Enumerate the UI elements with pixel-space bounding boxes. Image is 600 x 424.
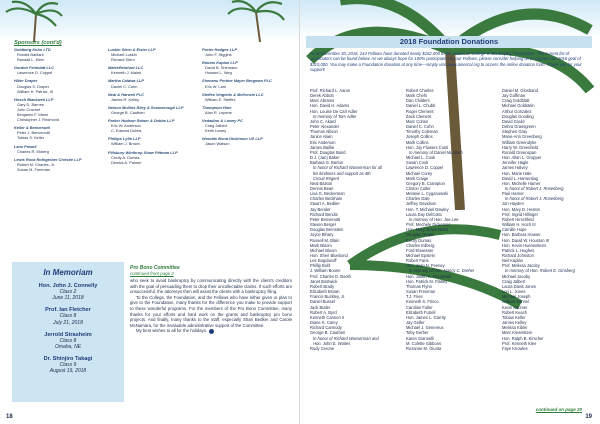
donor-name: Melissa Kibler — [502, 325, 528, 331]
donor-name: Harry W. Greenfield — [502, 144, 538, 150]
sponsor-entry — [108, 105, 196, 115]
donor-name: Peter Benvenutti — [310, 216, 341, 222]
sponsor-firm: Lane Powell — [14, 143, 37, 149]
donor-name: Michael J. Genereux — [406, 325, 444, 331]
memoriam-entry — [16, 307, 120, 325]
sponsor-member: Randall L. Klein — [17, 57, 45, 63]
donor-name: J. William Boone — [310, 268, 341, 274]
donor-name: Joyce Bihary — [310, 232, 334, 238]
sponsor-entry — [14, 157, 102, 172]
donor-dedication: In memory of Hon. Joe Lee — [409, 216, 459, 222]
donor-name: Camille Hope — [502, 227, 527, 233]
sponsor-firm: Phillips Lytle LLP — [108, 136, 141, 142]
donor-name: David L. Hamerslag — [502, 175, 538, 181]
donor-name: Robert Brady — [310, 283, 335, 289]
sponsor-firm: Womble Bond Dickinson US LLP — [202, 136, 263, 142]
donor-name: Marie-Ann Greenberg — [502, 134, 542, 140]
sponsor-member: Alan R. Lepene — [205, 109, 232, 115]
donor-name: Hon. Joan N. Feeney — [406, 263, 445, 269]
sponsor-entry — [202, 47, 290, 57]
donor-name: Prof. Kenneth Klee — [502, 340, 537, 346]
donor-dedication: In honor of Robert J. Rosenberg — [505, 196, 564, 202]
donor-name: James Halvey — [502, 165, 528, 171]
donor-dedication: Circuit Regent — [313, 175, 339, 181]
donor-name: Dennis Bean — [310, 185, 334, 191]
palm-tree-image — [226, 0, 286, 42]
donor-name: Charles Dale — [406, 196, 430, 202]
sponsor-member: Robert M. Charles, Jr. — [17, 161, 55, 167]
sponsor-member: Richard Stern — [111, 57, 135, 63]
donor-name: Richard Carmody — [310, 325, 342, 331]
pro-bono-paragraph: who seek to avoid bankruptcy by communicating directly with the client's creditors with the goal of persuading them to drop their uncollectable claims. If such efforts are unsuccessful, the attorneys then will assist the clients with a bankruptcy filing. — [130, 278, 292, 295]
sponsor-entry — [108, 118, 196, 133]
donor-name: Hon. T. Michael Dawley — [406, 206, 449, 212]
donor-name: Susan Cook — [406, 160, 429, 166]
donor-name: Jay Goffman — [502, 93, 526, 99]
sponsor-entry — [202, 60, 290, 75]
donor-name: Patrick L. Hughes — [502, 247, 535, 253]
sponsor-firm: Porter Hedges LLP — [202, 47, 238, 52]
donor-name: Ronald Greenspan — [502, 149, 537, 155]
continued-from-link[interactable]: continued from page 2 — [130, 271, 174, 276]
donor-name: Hon. Mary D. Heston — [502, 206, 541, 212]
donor-name: Hon. Joy Flowers Conti — [406, 144, 449, 150]
memoriam-detail: Class 8 — [59, 337, 77, 344]
donor-name: Hon. Allan L. Gropper — [502, 155, 542, 161]
donor-name: Roger Clement — [406, 108, 434, 114]
page-number: 18 — [6, 414, 13, 420]
memoriam-detail: Class 8 — [59, 313, 77, 320]
donor-dedication: In memory of Daniel Murdoch — [409, 149, 463, 155]
sponsor-member: Craig Jalbert — [205, 123, 228, 129]
donor-name: D.J. (Jan) Baker — [310, 155, 340, 161]
memoriam-name: Hon. John J. Connelly — [38, 283, 98, 289]
sponsor-entry — [202, 136, 290, 146]
sponsor-member: Charles R. Ekberg — [17, 148, 49, 154]
sponsor-entry — [108, 92, 196, 102]
sponsor-entry — [202, 118, 290, 133]
donor-name: Prof. Richard L. Aaron — [310, 88, 351, 93]
sponsor-firm: Martha Caldwa LLP — [108, 78, 144, 84]
sponsor-entry — [108, 65, 196, 75]
donor-name: Neal Batson — [310, 180, 333, 186]
sponsor-member: John F. Higgins — [205, 52, 232, 58]
donor-name: Zack Clement — [406, 113, 432, 119]
donor-name: Tobias Keller — [502, 314, 526, 320]
donor-column — [502, 88, 594, 351]
donor-name: Kenneth S. Frisco — [406, 299, 439, 305]
palm-tree-image — [4, 0, 64, 42]
donor-name: Laura Davis Jones — [502, 283, 536, 289]
donor-name: Kenneth Cannon II — [310, 314, 345, 320]
donor-name: Hon. Ralph B. Kirscher — [502, 335, 544, 341]
sponsor-member: William H. Patrick, III — [17, 88, 53, 94]
memoriam-detail: Class 2 — [59, 289, 77, 295]
sponsor-member: George B. Cauthen — [111, 109, 145, 115]
donor-name: Janet Bostwick — [310, 278, 338, 284]
donor-name: Hon. Mary Grace Diehl — [406, 227, 448, 233]
donor-name: Robert A. Byrd — [310, 309, 337, 315]
sponsor-firm: Shenanu Pertine Mayer Bergman PLC — [202, 78, 272, 84]
sponsor-member: John Crachet — [17, 106, 41, 112]
donor-name: Prof. Charles D. Booth — [310, 273, 351, 279]
donor-name: Michael Joseph — [502, 294, 531, 300]
donor-name: William H. Hoch III — [502, 222, 536, 228]
donor-name: Jay Bender — [310, 206, 331, 212]
sponsor-entry — [108, 136, 196, 146]
sponsor-member: Ronald Barliant — [17, 52, 44, 58]
memoriam-title: In Memoriam — [43, 268, 93, 277]
in-memoriam-box — [12, 262, 124, 402]
donor-name: Peter Alexander — [310, 124, 340, 130]
donor-name: Arthur Gonzalez — [502, 108, 532, 114]
sponsor-entry — [14, 65, 102, 75]
donor-name: Hon. David H. Adams — [310, 103, 350, 109]
sponsor-entry — [14, 78, 102, 93]
sponsor-member: Susan M. Freeman — [17, 166, 51, 172]
donor-name: Hon. Sheri Bluebond — [310, 253, 348, 258]
sponsor-firm: Robins Kaplan LLP — [202, 60, 238, 66]
donor-name: Robert Faris — [406, 258, 429, 264]
donor-name: Francis Buckley, Jr. — [310, 294, 346, 300]
donor-name: Jennifer Hagle — [502, 160, 529, 166]
donor-name: Clinton Cutler — [406, 185, 431, 191]
donor-name: John C. Akard — [310, 118, 336, 124]
donor-name: Faye Knowles — [502, 345, 528, 351]
donor-dedication: In honor of Richard Wasserman and — [313, 335, 379, 341]
donor-dedication: In memory of Hon. Robert E. Ginsberg — [505, 268, 575, 274]
donor-name: Mark Collins — [406, 139, 429, 145]
donor-name: Michael Jacoby — [502, 273, 531, 279]
donor-name: Lori L. Jones — [502, 289, 526, 295]
sponsor-column — [14, 47, 102, 175]
donor-name: Michael L. Cook — [406, 155, 436, 161]
donor-name: Daniel Bussel — [310, 299, 336, 305]
donor-name: Michael Bloom — [310, 247, 337, 253]
donor-name: Karen Giannelli — [406, 335, 434, 341]
sponsor-member: Eric W. Lam — [205, 83, 226, 89]
sponsor-member: Michael Luskin — [111, 52, 137, 58]
donor-name: Robert Hirschfeld — [502, 216, 534, 222]
donor-name: William Greendyke — [502, 139, 537, 145]
donor-name: Prof. Ingrid Hillinger — [502, 211, 538, 217]
sponsor-member: Jason Watson — [205, 141, 230, 147]
sponsor-member: Cecily A. Dumas — [111, 154, 140, 160]
sponsor-firm: Lewis Roca Rothgerber Christie LLP — [14, 156, 82, 162]
donor-name: Kevin Katzner — [502, 304, 528, 310]
memoriam-entry — [16, 356, 120, 374]
pro-bono-closing: My best wishes to all for the holidays. — [130, 328, 292, 334]
donor-name: Melanie L. Cyganowski — [406, 191, 449, 197]
memoriam-detail: Class 9 — [59, 362, 77, 369]
donor-dedication: In memory of Hon. Nancy C. Dreher — [409, 268, 475, 274]
pro-bono-section — [130, 265, 292, 334]
donor-name: Gregory B. Crampton — [406, 180, 445, 186]
donor-name: Hon. James L. Garrity — [406, 314, 446, 320]
sponsor-entry — [202, 105, 290, 115]
donor-name: Prof. Douglas Baird — [310, 149, 346, 155]
donor-name: Douglas Bernstein — [310, 227, 344, 233]
sponsor-entry — [108, 78, 196, 88]
donor-name: Lisa G. Beckerman — [310, 191, 345, 197]
sponsor-member: David B. Shemano — [205, 65, 238, 71]
sponsor-entry — [14, 125, 102, 140]
sponsor-member: Keith Lowey — [205, 128, 227, 134]
donor-name: Derek Abbott — [310, 93, 334, 99]
donor-name: Prof. Melissa Jacoby — [502, 263, 540, 269]
donor-name: Douglas Draper — [406, 232, 435, 238]
donor-name: Robert Keach — [502, 309, 528, 315]
donor-name: William Kannel — [502, 299, 530, 305]
sponsor-firm: Keller & Benvenutti — [14, 125, 50, 131]
donor-dedication: In honor of Richard Wasserman for all — [313, 165, 382, 171]
sponsor-entry — [202, 92, 290, 102]
donor-dedication: In honor of Robert J. Rosenberg — [505, 185, 564, 191]
donor-name: Toby Gerber — [406, 330, 429, 336]
donor-name: Steven Berger — [310, 222, 337, 228]
sponsor-firm: Hirsch Blackwell LLP — [14, 96, 54, 102]
memoriam-detail: June 11, 2018 — [52, 295, 84, 302]
donor-name: Michael Goldstein — [502, 103, 535, 109]
sponsor-firm: Goldberg Kohn LTD — [14, 47, 51, 52]
donor-name: Jack Butler — [310, 304, 331, 310]
donor-name: Debra Grassgreen — [502, 124, 536, 130]
sponsor-member: Kenneth J. Malek — [111, 70, 142, 76]
donor-name: Lawrence D. Coppel — [406, 165, 444, 171]
donor-name: Hon. Patrick M. Flatley — [406, 278, 448, 284]
donor-name: Elizabeth Futrell — [406, 309, 436, 315]
donor-name: Janice Alwin — [310, 134, 333, 140]
sponsor-member: James R. Kelley — [111, 96, 140, 102]
donor-name: Neil Kaplan — [502, 258, 523, 264]
donor-name: Charles Beckham — [310, 196, 343, 202]
sponsor-member: William E. Steffes — [205, 96, 236, 102]
sponsor-firm: Thompson Hine — [202, 104, 232, 110]
sponsor-member: Benjamin F. Mann — [17, 112, 49, 118]
memoriam-entry — [16, 283, 120, 301]
memoriam-name: Dr. Shinjiro Takagi — [43, 356, 93, 363]
sponsor-member: Peter J. Benvenutti — [17, 130, 50, 136]
sponsor-member: C. Edward Dobbs — [111, 128, 142, 134]
sponsor-firm: Vedadino & Lowey PC — [202, 118, 243, 124]
donor-name: Robert Charles — [406, 88, 434, 93]
donor-name: Prof. Mechele Dickerson — [406, 222, 451, 228]
donor-name: James Baillie — [310, 144, 335, 150]
palm-banner — [300, 0, 600, 38]
donor-name: Daniel C. Cohn — [406, 124, 434, 130]
sponsor-member: Howard L. Weg — [205, 70, 232, 76]
donor-name: Phillip Bohl — [310, 263, 331, 269]
pro-bono-title: Pro Bono Committee — [130, 265, 180, 271]
sponsor-firm: Steffes Vingiello & McKenzie LLC — [202, 91, 264, 97]
donor-columns — [310, 88, 594, 351]
donor-name: Paul Harner — [502, 191, 524, 197]
sponsor-member: Douglas S. Draper — [17, 83, 50, 89]
donor-name: M. Colette Gibbons — [406, 340, 442, 346]
sponsor-member: Tobias S. Keller — [17, 135, 45, 141]
donor-name: George B. Cauthen — [310, 330, 346, 336]
sponsor-member: Christopher J. Redmond — [17, 117, 60, 123]
donor-name: Susan Freeman — [406, 289, 436, 295]
memoriam-entry — [16, 332, 120, 350]
donor-name: Hon. Barbara Houser — [502, 232, 541, 238]
donor-name: Stephen Gray — [502, 129, 528, 135]
donor-name: Barbara G. Barton — [310, 160, 344, 166]
sponsor-member: Eric W. Anderson — [111, 123, 141, 129]
donor-name: Rozanne M. Giunta — [406, 345, 442, 351]
end-mark-icon — [209, 329, 214, 334]
donor-column — [406, 88, 498, 351]
donor-name: Eric Anderson — [310, 139, 336, 145]
donor-name: Ford Elsaesser — [406, 247, 434, 253]
donor-name: Diane K. Carey — [310, 320, 338, 326]
donor-name: Marc Kieselstein — [502, 330, 533, 336]
donor-column — [310, 88, 402, 351]
donor-name: Caroline Fuller — [406, 304, 433, 310]
page-number: 19 — [585, 414, 592, 420]
sponsor-firm: Gordon Feinblatt LLC — [14, 65, 54, 71]
donor-name: Elizabeth Brown — [310, 289, 340, 295]
donor-name: Charles Edberg — [406, 242, 435, 248]
donor-name: Marc Cohen — [406, 118, 429, 124]
donor-name: Daniel M. Glosband — [502, 88, 538, 93]
memoriam-detail: July 21, 2018 — [53, 319, 83, 326]
donor-name: James Kelley — [502, 320, 527, 326]
donor-name: Jeffrey Davidson — [406, 201, 437, 207]
donor-name: Daniel L. Chubb — [406, 103, 436, 109]
sponsor-entry — [14, 144, 102, 154]
palm-banner — [0, 0, 300, 42]
memoriam-name: Jerrold Strasheim — [44, 331, 92, 338]
sponsor-entry — [202, 78, 290, 88]
sponsor-member: William J. Brown — [111, 141, 140, 147]
donor-name: Hon. Michelle Harner — [502, 180, 541, 186]
sponsor-member: Lawrence D. Coppel — [17, 70, 53, 76]
sponsor-firm: Nelson Mullins Riley & Scarborough LLP — [108, 104, 184, 110]
sponsor-entry — [14, 97, 102, 122]
memoriam-name: Prof. Ian Fletcher — [45, 307, 91, 314]
sponsor-member: Daniel C. Cohn — [111, 83, 138, 89]
donor-name: Joseph Collins — [406, 134, 433, 140]
donor-dedication: Hon. John E. Waites — [313, 340, 351, 346]
donor-name: Mark Chehi — [406, 93, 427, 99]
donor-name: Richard Johnston — [502, 253, 534, 258]
donor-name: Jay Geller — [406, 320, 425, 326]
sponsor-columns — [14, 47, 294, 175]
donor-name: Stuart A. Bedker — [310, 201, 340, 207]
sponsor-column — [108, 47, 196, 175]
sponsors-heading: Sponsors (cont'd) — [14, 40, 62, 46]
sponsor-member: Dewick A. Palmer — [111, 159, 142, 165]
continued-on-link[interactable]: continued on page 20 — [535, 407, 582, 412]
donor-name: Michael Epstein — [406, 253, 435, 258]
donor-name: T.J. Fries — [406, 294, 423, 300]
donor-name: David Gould — [502, 118, 525, 124]
donor-name: Mark Craige — [406, 175, 429, 181]
donor-name: Mark Bloom — [310, 242, 332, 248]
sponsor-member: Gary D. Barnes — [17, 101, 44, 107]
memoriam-detail: Omaha, NE — [54, 344, 82, 351]
sponsor-entry — [14, 47, 102, 62]
donor-name: Hon. Louise De Carl Adler — [310, 108, 358, 114]
right-page — [300, 0, 600, 424]
donor-name: Hon. Kevin Huennekens — [502, 242, 547, 248]
foundation-donations-title: 2018 Foundation Donations — [306, 36, 592, 48]
donor-dedication: his kindness and support as 4th — [313, 170, 371, 176]
donor-dedication: In memory of Tom Adler — [313, 113, 357, 119]
donor-name: Thomas Allison — [310, 129, 338, 135]
donor-name: Douglas Gooding — [502, 113, 534, 119]
memoriam-entries — [16, 283, 120, 375]
donor-name: Marc Abrams — [310, 98, 335, 104]
sponsor-firm: Pillsbury Winthrop Shaw Pittman LLP — [108, 149, 178, 155]
memoriam-detail: August 19, 2018 — [49, 368, 87, 375]
sponsor-firm: MalekReinhart LLC — [108, 65, 144, 71]
donor-name: Timothy Coleman — [406, 129, 438, 135]
pro-bono-paragraph: To the College, the Foundation, and the Fellows who have either given or plan to give to the Foundation, many thanks for the difference you make to provide support to these wonderful programs. For the members of the Pro Bono Committee, many thanks for your efforts and hard work on the grants and bankruptcy pro bono projects. And finally, many thanks to the staff, especially Shari Bedker and Carole McNamara, for the invaluable administrative support of the Committee. — [130, 294, 292, 328]
donor-name: Jon Hayden — [502, 201, 524, 207]
donor-name: Thomas Flynn — [406, 283, 432, 289]
sponsor-firm: Parker Hudson Rainer & Dobbs LLP — [108, 118, 175, 124]
donor-name: Craig Jalbert — [502, 278, 526, 284]
donor-name: Dan Childers — [406, 98, 430, 104]
donations-intro: As of November 30, 2018, 244 Fellows have donated nearly $162,000 to the American College of Bankruptcy Foundation. The current list of contributors can be found below. As we always hope for 100% participation by our Fellows, please consider helping us to surpass our 2018 goal of $315,000. You may make a Foundation donation at any time—simply visit www.amercol.org to access the online donation form. Thank you for your support! — [310, 51, 582, 73]
donor-name: Russell M. Blain — [310, 237, 340, 243]
sponsor-firm: Neal & Harwell PLC — [108, 91, 144, 97]
donor-name: Hon. David W. Houston III — [502, 237, 550, 243]
sponsor-firm: Hiller Draper — [14, 78, 38, 84]
donor-name: Michael Corey — [406, 170, 433, 176]
sponsor-column — [202, 47, 290, 175]
sponsor-firm: Luskin Stern & Eisler LLP — [108, 47, 156, 52]
sponsor-entry — [108, 47, 196, 62]
donor-name: Rudy Cerone — [310, 345, 335, 351]
donor-name: Richard Bendix — [310, 211, 338, 217]
sponsor-entry — [108, 150, 196, 165]
donor-name: Craig Goldblatt — [502, 98, 530, 104]
donor-name: Hon. Marie Hale — [502, 170, 532, 176]
donor-name: Hon. Judith K. Fitzgerald — [406, 273, 451, 279]
donor-name: Cecily Dumas — [406, 237, 432, 243]
donor-name: Lee Bogdanoff — [310, 258, 337, 264]
donor-name: Laura Day DelCotto — [406, 211, 442, 217]
